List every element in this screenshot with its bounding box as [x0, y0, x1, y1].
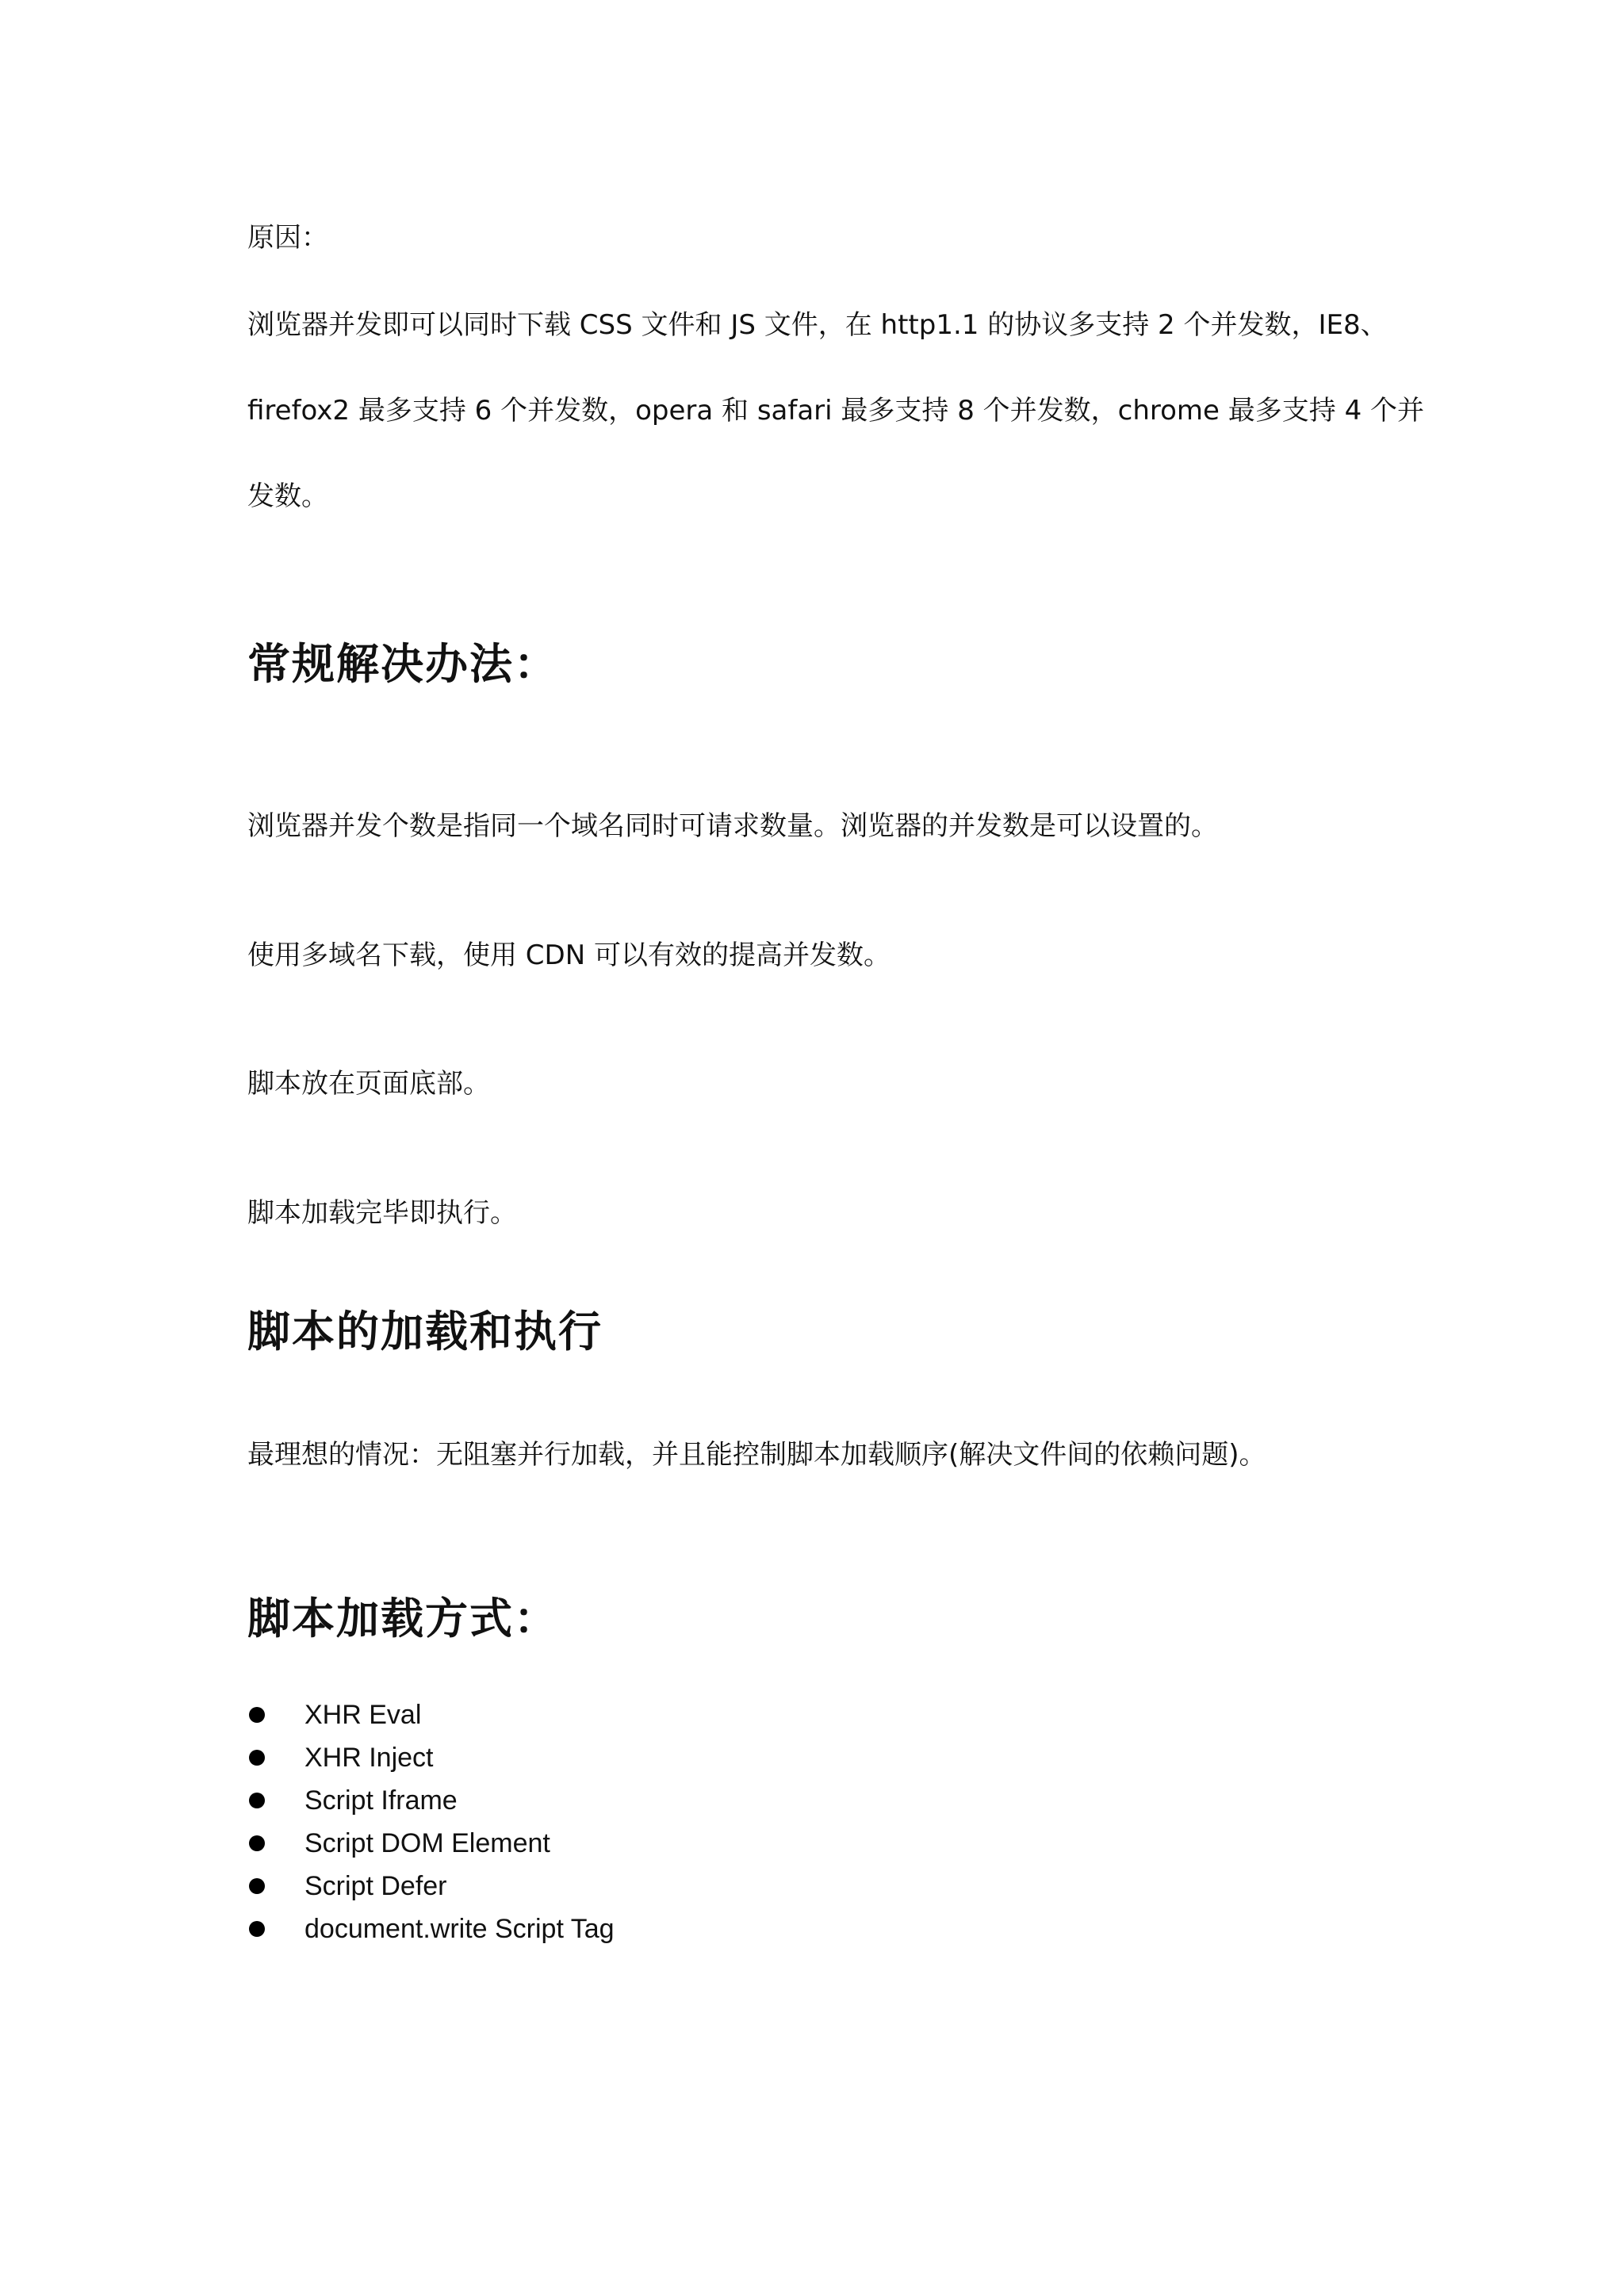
- list-item: [247, 1865, 615, 1908]
- solutions-heading: 常规解决办法：: [247, 639, 558, 689]
- reason-paragraph-line-1: 浏览器并发即可以同时下载 CSS 文件和 JS 文件，在 http1.1 的协议多支持 2 个并发数，IE8、: [247, 309, 1388, 341]
- solutions-item-3: 脚本放在页面底部。: [247, 1068, 490, 1100]
- list-item-label: XHR Eval: [304, 1700, 422, 1730]
- list-item-label: XHR Inject: [304, 1743, 434, 1773]
- list-item-label: Script Defer: [304, 1871, 447, 1901]
- reason-label: 原因：: [247, 222, 328, 254]
- list-item-label: Script Iframe: [304, 1785, 458, 1816]
- bullet-dot-icon: [249, 1835, 265, 1851]
- methods-bullet-list: [247, 1693, 615, 1950]
- bullet-dot-icon: [249, 1878, 265, 1894]
- list-item: [247, 1779, 615, 1822]
- reason-paragraph-line-3: 发数。: [247, 480, 328, 512]
- list-item: [247, 1736, 615, 1779]
- methods-heading: 脚本加载方式：: [247, 1594, 558, 1644]
- load-exec-paragraph: 最理想的情况：无阻塞并行加载，并且能控制脚本加载顺序(解决文件间的依赖问题)。: [247, 1439, 1266, 1471]
- bullet-dot-icon: [249, 1793, 265, 1808]
- solutions-item-1: 浏览器并发个数是指同一个域名同时可请求数量。浏览器的并发数是可以设置的。: [247, 810, 1218, 842]
- solutions-item-4: 脚本加载完毕即执行。: [247, 1197, 517, 1229]
- reason-paragraph-line-2: firefox2 最多支持 6 个并发数，opera 和 safari 最多支持 8 个并发数，chrome 最多支持 4 个并: [247, 395, 1425, 427]
- list-item: [247, 1822, 615, 1865]
- load-exec-heading: 脚本的加载和执行: [247, 1307, 603, 1357]
- solutions-item-2: 使用多域名下载，使用 CDN 可以有效的提高并发数。: [247, 939, 891, 971]
- bullet-dot-icon: [249, 1750, 265, 1766]
- list-item-label: Script DOM Element: [304, 1828, 550, 1858]
- bullet-dot-icon: [249, 1707, 265, 1723]
- list-item-label: document.write Script Tag: [304, 1914, 615, 1944]
- list-item: [247, 1908, 615, 1950]
- list-item: [247, 1693, 615, 1736]
- bullet-dot-icon: [249, 1921, 265, 1937]
